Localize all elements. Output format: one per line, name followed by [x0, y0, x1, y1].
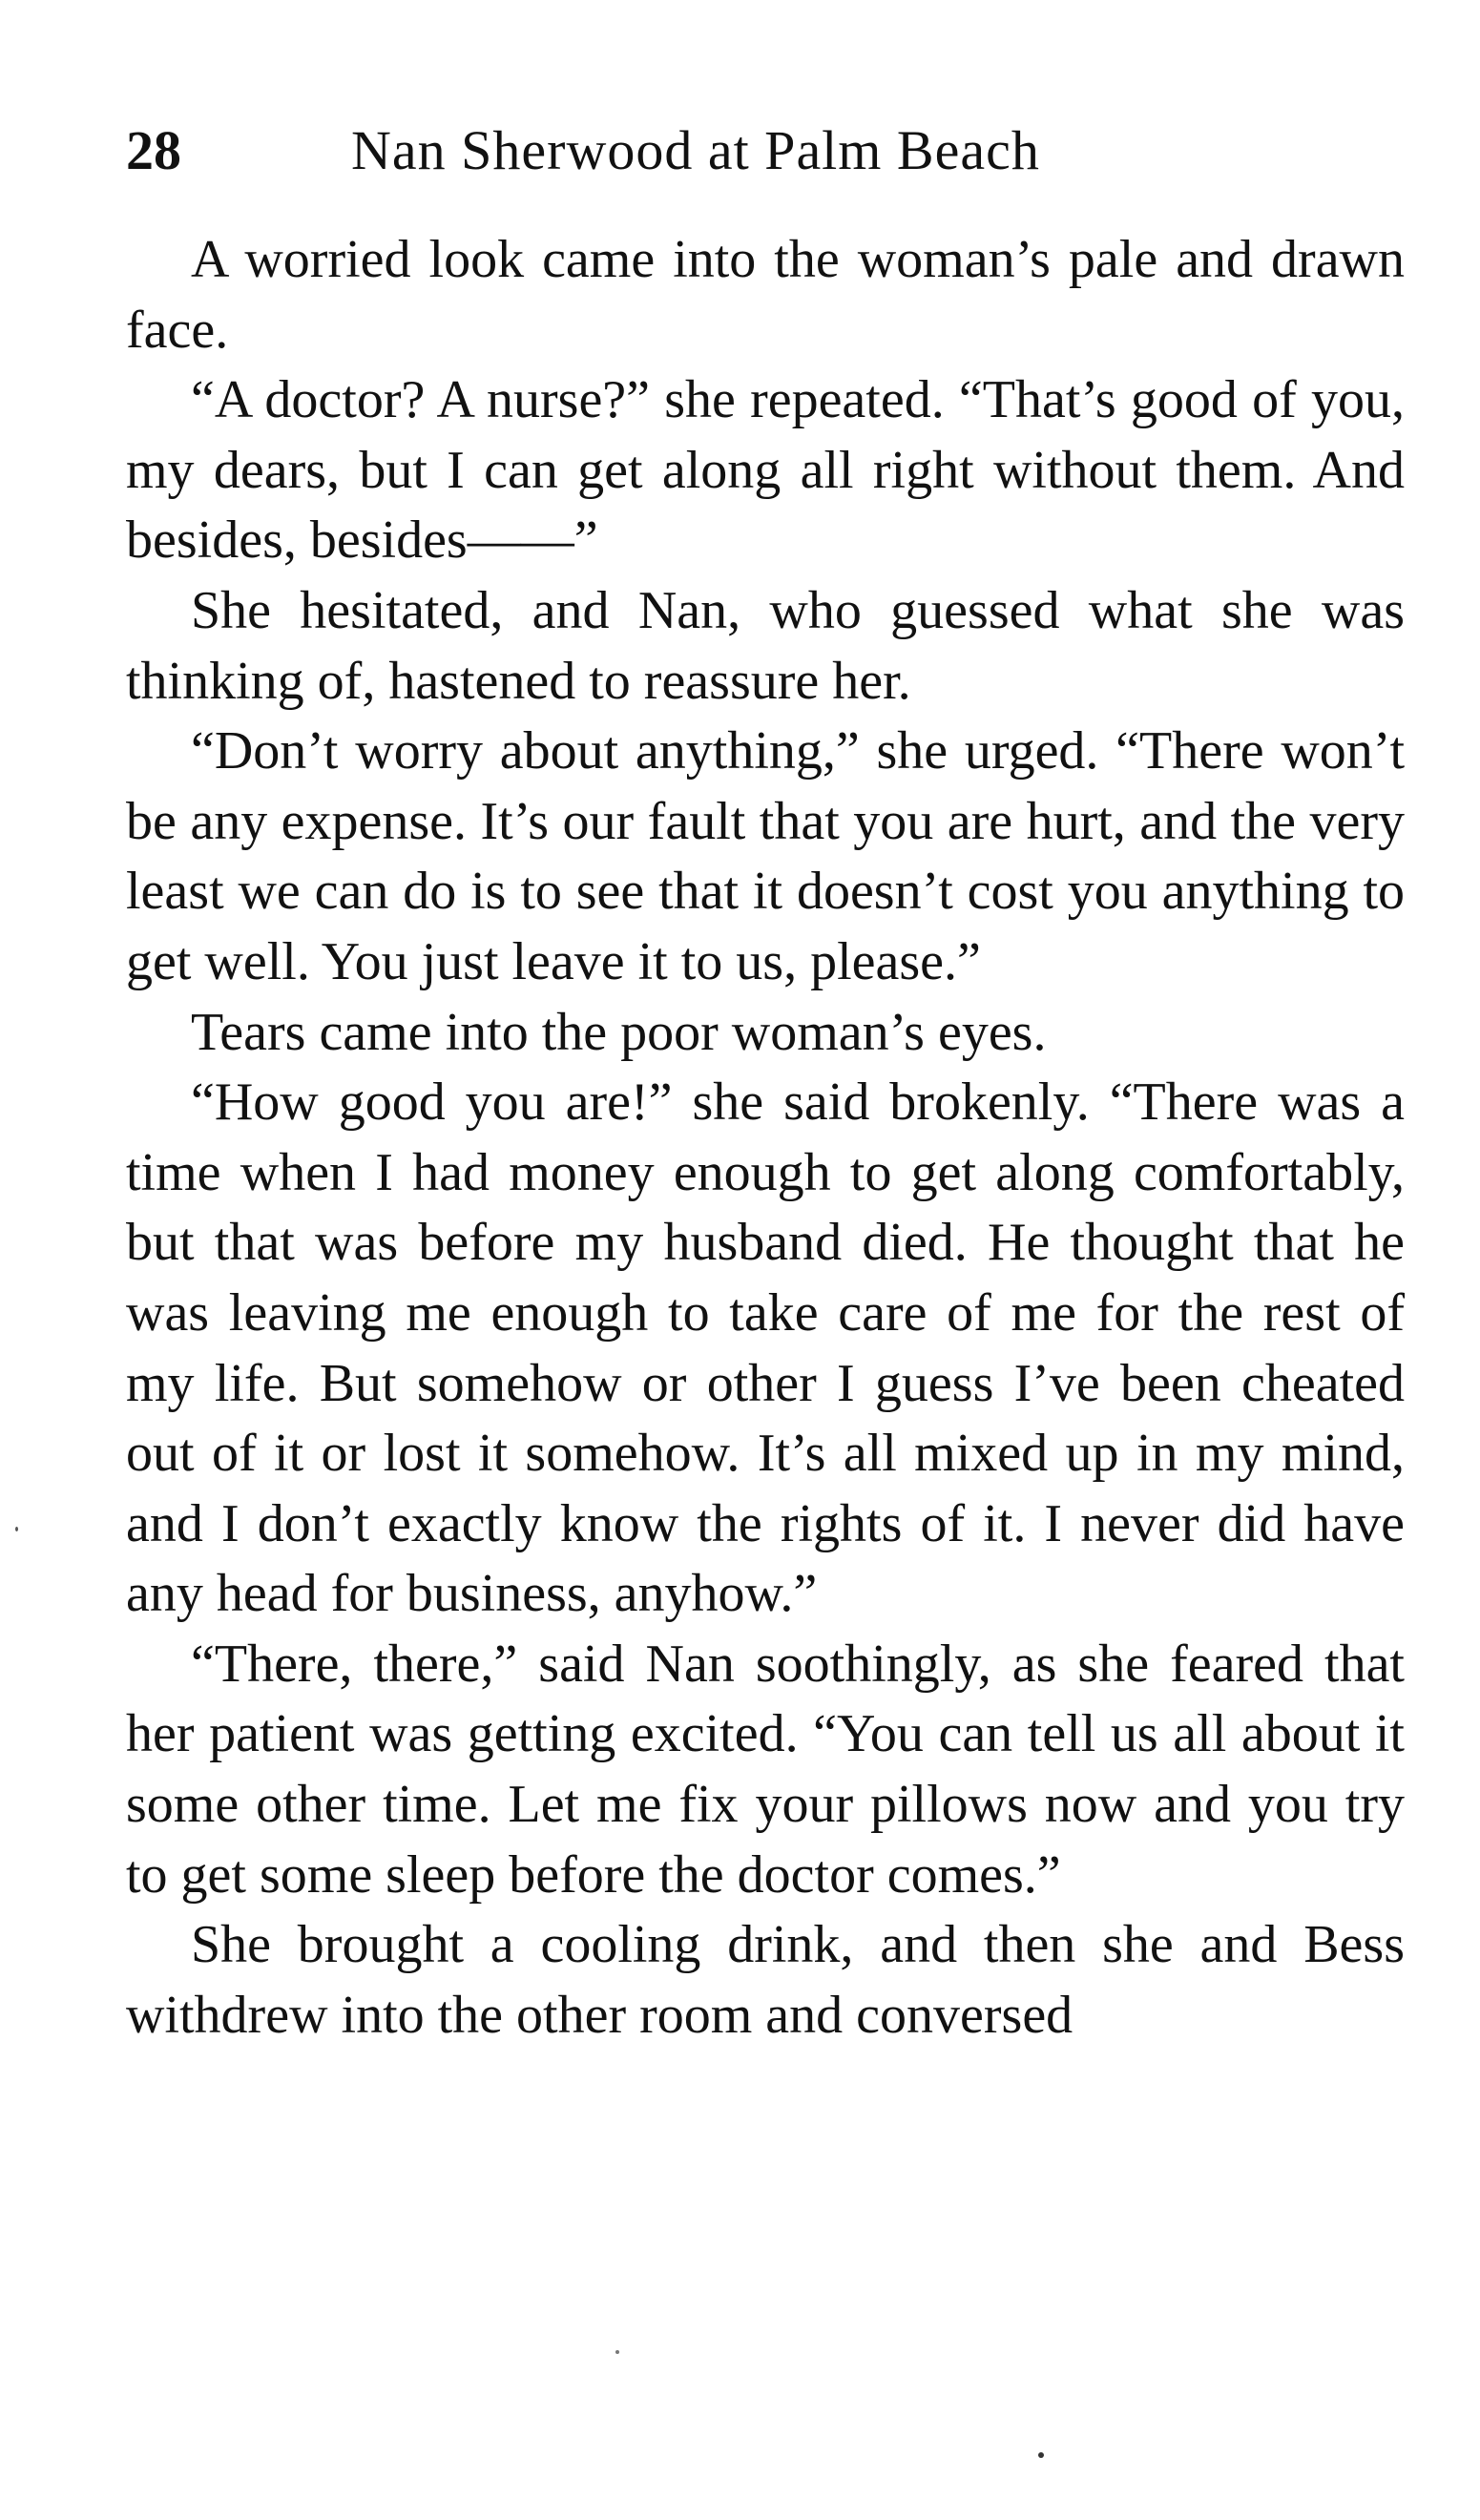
paragraph: She brought a cooling drink, and then she and Bess withdrew into the other room and conversed	[126, 1915, 1405, 2045]
paragraph: A worried look came into the woman’s pale and drawn face.	[126, 230, 1405, 360]
scan-speck	[15, 1527, 18, 1531]
running-title: Nan Sherwood at Palm Beach	[351, 119, 1040, 181]
page-header	[126, 113, 1405, 189]
scan-speck	[615, 2350, 619, 2354]
paragraph: “How good you are!” she said brokenly. “There was a time when I had money enough to get along comfortably, but that was before my husband died. He thought that he was leaving me enough to take care of me for the rest of my life. But somehow or other I guess I’ve been cheated out of it or lost it somehow. It’s all mixed up in my mind, and I don’t exactly know the rights of it. I never did have any head for business, anyhow.”	[126, 1073, 1405, 1624]
page-number: 28	[126, 119, 181, 181]
paragraph: “A doctor? A nurse?” she repeated. “That’s good of you, my dears, but I can get along all right without them. And besides, besides——”	[126, 370, 1405, 571]
paragraph: “Don’t worry about anything,” she urged. “There won’t be any expense. It’s our fault that you are hurt, and the very least we can do is to see that it doesn’t cost you anything to get well. You just leave it to us, please.”	[126, 721, 1405, 991]
paragraph: She hesitated, and Nan, who guessed what she was thinking of, hastened to reassure her.	[126, 580, 1405, 711]
paragraph: “There, there,” said Nan soothingly, as she feared that her patient was getting excited. “You can tell us all about it some other time. Let me fix your pillows now and you try to get some sleep before the doctor comes.”	[126, 1634, 1405, 1905]
paragraph: Tears came into the poor woman’s eyes.	[191, 1002, 1047, 1062]
body-text	[126, 225, 1405, 2051]
scan-speck	[1038, 2452, 1044, 2458]
